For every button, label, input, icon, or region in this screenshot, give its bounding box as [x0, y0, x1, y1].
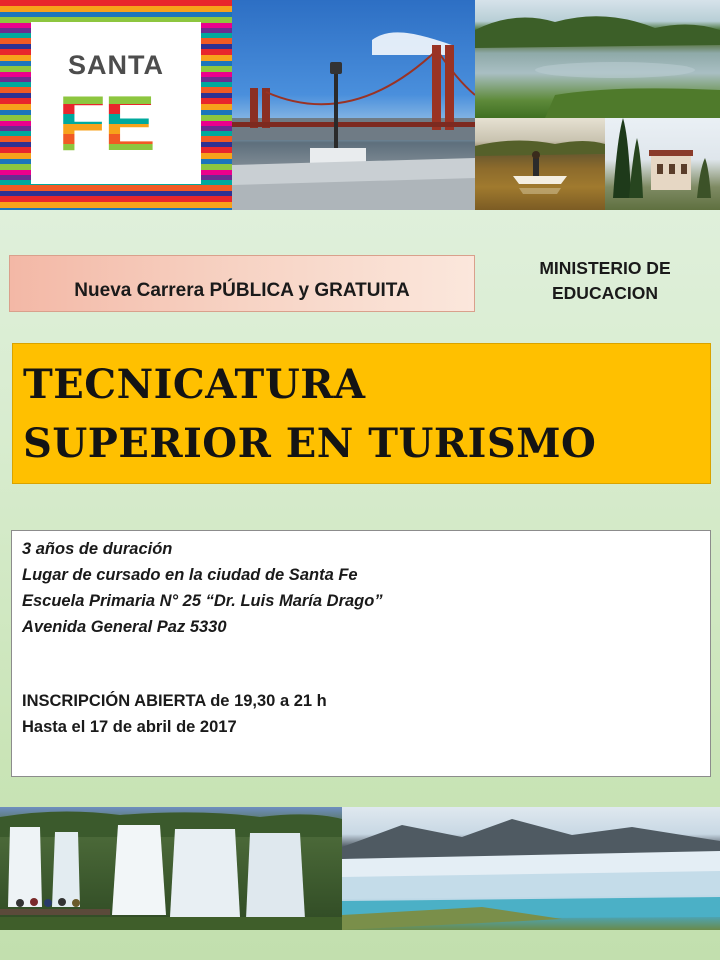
registration-text: INSCRIPCIÓN ABIERTA de 19,30 a 21 h	[22, 692, 327, 710]
santa-fe-logo	[31, 22, 201, 184]
top-photo-strip	[0, 0, 720, 210]
ministry-label	[500, 256, 710, 306]
deadline-text: Hasta el 17 de abril de 2017	[22, 718, 237, 736]
duration-text: 3 años de duración	[22, 540, 173, 558]
glacier-photo	[342, 807, 720, 930]
title-line-2: SUPERIOR EN TURISMO	[23, 420, 597, 467]
colonial-house-photo	[605, 118, 720, 210]
ministry-line-1: MINISTERIO DE	[539, 258, 671, 278]
fisherman-photo	[475, 118, 605, 210]
ministry-line-2: EDUCACION	[552, 283, 658, 303]
logo-text-santa: SANTA	[68, 50, 164, 80]
address-text: Avenida General Paz 5330	[22, 618, 227, 636]
river-photo	[475, 0, 720, 118]
subtitle-banner	[9, 255, 475, 312]
school-text: Escuela Primaria N° 25 “Dr. Luis María Drago”	[22, 592, 383, 610]
location-text: Lugar de cursado en la ciudad de Santa Fe	[22, 566, 358, 584]
waterfalls-photo	[0, 807, 342, 930]
details-box	[11, 530, 711, 777]
title-line-1: TECNICATURA	[23, 361, 366, 408]
subtitle-text: Nueva Carrera PÚBLICA y GRATUITA	[74, 279, 410, 301]
logo-text-fe: FE	[58, 79, 154, 167]
title-banner	[12, 343, 711, 484]
bridge-photo	[232, 0, 475, 210]
